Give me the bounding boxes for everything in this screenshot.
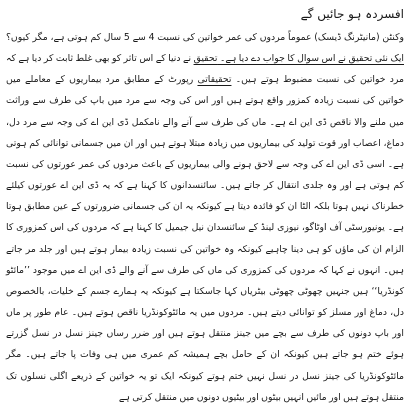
body-segment: وکنٹن (مانیٹرنگ ڈیسک) عموماً مردوں کی عمر خواتین کی نسبت 4 سے 5 سال کم ہوتی ہے، مگر کیوں؟: [6, 32, 404, 43]
body-segment: ایک نئی تحقیق نے اس سوال کا جواب دے دیا ہے۔: [217, 53, 404, 65]
body-segment: تحقیقاتی: [197, 74, 232, 86]
body-segment: تحقیق: [193, 53, 218, 65]
article-body: [6, 27, 404, 408]
body-segment: نے دنیا کے اس تاثر کو بھی غلط ثابت کر دیا ہے کہ مرد خواتین کی نسبت مضبوط ہوتے ہیں۔: [6, 53, 404, 86]
body-segment: رپورٹ کے مطابق مرد بیماریوں کے معاملے میں خواتین کی نسبت زیادہ کمزور واقع ہوتے ہیں اور اس کی وجہ سے مرد میں باپ کی طرف سے وراثت میں ملنے والا ناقص ڈی این اے ہے۔ ماں کی طرف سے آنے والے نامکمل ڈی این اے کی وجہ سے مرد دل، دماغ، اعصاب اور قوت تولید کی بیماریوں میں زیادہ مبتلا ہوتے ہیں اور ان میں جسمانی توانائی کم ہوتی ہے۔ اسی ڈی این اے کی وجہ سے لاحق ہونے والی بیماریوں کے باعث مردوں کی عمر عورتوں کی نسبت کم ہوتی ہے اور وہ جلدی انتقال کر جاتے ہیں۔ سائنسدانوں کا کہنا ہے کہ یہ ڈی این اے عورتوں کیلئے خطرناک نہیں ہوتا بلکہ الٹا ان کو فائدہ دیتا ہے کیونکہ یہ ان کی جسمانی ضرورتوں کے عین مطابق ہوتا ہے۔ یونیورسٹی آف اوٹاگو، نیوزی لینڈ کے سائنسدان نیل جیمیل کا کہنا ہے کہ مردوں کی اس کمزوری کا الزام ان کی ماؤں کو ہی دینا چاہیے کیونکہ وہ خواتین کی نسبت زیادہ بیمار ہوتے ہیں اور جلد مر جاتے ہیں۔ انہوں نے کہا کہ مردوں کی کمزوری کی ماں کی طرف سے آنے والے ڈی این اے میں موجود ’’مائٹو کونڈریا‘‘ ہیں جنہیں چھوٹی چھوٹی بیٹریاں کہا جاسکتا ہے کیونکہ یہ ہمارے جسم کے خلیات، بالخصوص دل، دماغ اور مسلز کو توانائی دیتے ہیں۔ مردوں میں یہ مائٹوکونڈریا ناقص ہوتے ہیں۔ عام طور پر ماں اور باپ دونوں کی طرف سے بچے میں جینز منتقل ہوتے ہیں اور ضرر رساں جینز نسل در نسل گزرتے ہوئے ختم ہو جاتے ہیں کیونکہ ان کے حامل بچے ہمیشہ کم عمری میں ہی وفات پا جاتے ہیں۔ مگر مائٹوکونڈریا کی جینز نسل در نسل نہیں ختم ہوتے کیونکہ ایک تو یہ خواتین کے ذریعے اگلی نسلوں تک منتقل ہوتے ہیں اور مائیں انہیں بیٹوں اور بیٹیوں دونوں میں منتقل کرتی ہے: [6, 74, 404, 403]
article-heading: افسردہ ہو جائیں گے: [300, 7, 404, 21]
